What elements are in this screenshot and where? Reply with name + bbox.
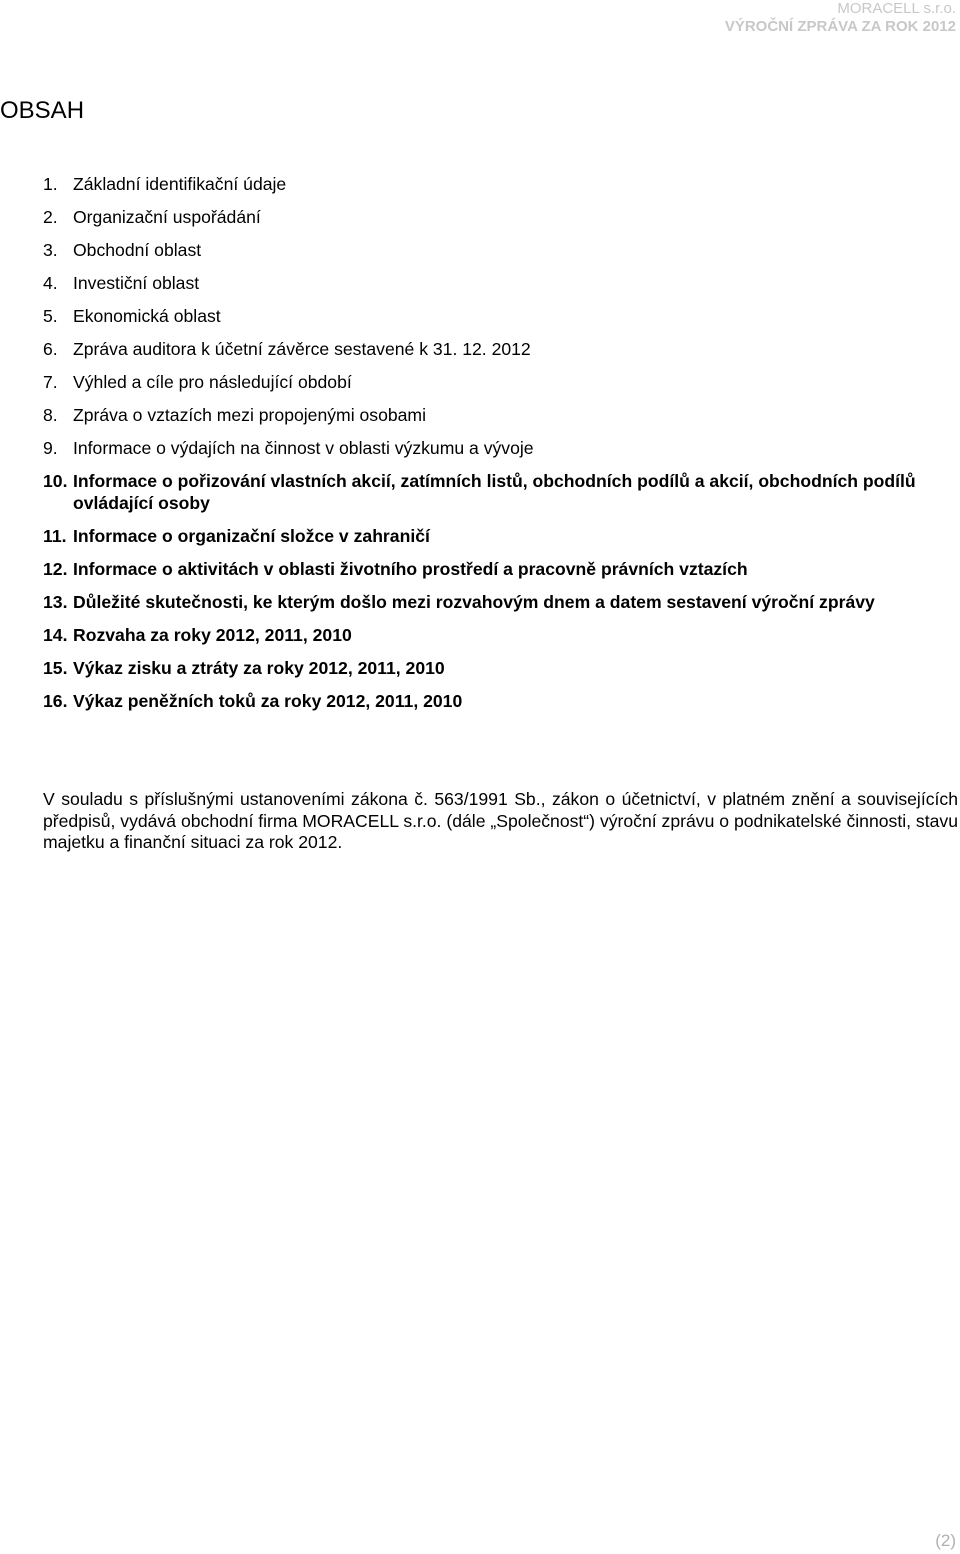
toc-item-number: 14. — [43, 625, 68, 645]
toc-item-label: Obchodní oblast — [73, 240, 202, 260]
toc-item-12 — [43, 558, 958, 580]
header-company: MORACELL s.r.o. — [837, 0, 956, 17]
toc-item-label: Informace o výdajích na činnost v oblasti výzkumu a vývoje — [73, 438, 534, 458]
toc-item-label: Výkaz peněžních toků za roky 2012, 2011, 2010 — [73, 691, 463, 711]
toc-item-number: 12. — [43, 559, 68, 579]
toc-item-number: 2. — [43, 207, 58, 227]
toc-item-number: 13. — [43, 592, 68, 612]
toc-item-8 — [43, 404, 958, 426]
toc-item-number: 8. — [43, 405, 58, 425]
intro-paragraph: V souladu s příslušnými ustanoveními zákona č. 563/1991 Sb., zákon o účetnictví, v platném znění a souvisejících předpisů, vydává obchodní firma MORACELL s.r.o. (dále „Společnost“) výroční zprávu o podnikatelské činnosti, stavu majetku a finanční situaci za rok 2012. — [43, 789, 958, 852]
toc-item-number: 7. — [43, 372, 58, 392]
toc-item-16 — [43, 690, 958, 712]
toc-item-6 — [43, 338, 958, 360]
toc-item-label: Základní identifikační údaje — [73, 174, 287, 194]
toc-item-label: Výkaz zisku a ztráty za roky 2012, 2011, 2010 — [73, 658, 445, 678]
toc-item-number: 10. — [43, 471, 68, 491]
toc-item-4 — [43, 272, 958, 294]
toc-item-2 — [43, 206, 958, 228]
toc-item-label: Důležité skutečnosti, ke kterým došlo mezi rozvahovým dnem a datem sestavení výroční zprávy — [73, 592, 875, 612]
toc-item-number: 1. — [43, 174, 58, 194]
toc-item-14 — [43, 624, 958, 646]
toc-item-label: Zpráva o vztazích mezi propojenými osobami — [73, 405, 427, 425]
toc-item-15 — [43, 657, 958, 679]
toc-item-label: Investiční oblast — [73, 273, 200, 293]
toc-item-number: 3. — [43, 240, 58, 260]
page-number: (2) — [935, 1531, 956, 1550]
toc-item-label: Informace o pořizování vlastních akcií, zatímních listů, obchodních podílů a akcií, obchodních podílů ovládající osoby — [73, 471, 916, 513]
toc-item-number: 16. — [43, 691, 68, 711]
page-header — [725, 0, 956, 36]
toc-item-label: Informace o organizační složce v zahraničí — [73, 526, 430, 546]
toc-item-11 — [43, 525, 958, 547]
toc-item-number: 4. — [43, 273, 58, 293]
toc-item-3 — [43, 239, 958, 261]
toc-item-number: 11. — [43, 526, 67, 546]
page-title: OBSAH — [0, 97, 85, 124]
toc-item-number: 9. — [43, 438, 58, 458]
toc-item-number: 6. — [43, 339, 58, 359]
toc-item-10 — [43, 470, 958, 514]
toc-item-label: Organizační uspořádání — [73, 207, 261, 227]
toc-item-number: 5. — [43, 306, 58, 326]
toc-item-13 — [43, 591, 958, 613]
toc-item-number: 15. — [43, 658, 68, 678]
toc-item-label: Zpráva auditora k účetní závěrce sestavené k 31. 12. 2012 — [73, 339, 531, 359]
toc-item-7 — [43, 371, 958, 393]
toc-item-5 — [43, 305, 958, 327]
toc-item-label: Rozvaha za roky 2012, 2011, 2010 — [73, 625, 352, 645]
toc-item-label: Informace o aktivitách v oblasti životního prostředí a pracovně právních vztazích — [73, 559, 748, 579]
toc-item-label: Výhled a cíle pro následující období — [73, 372, 352, 392]
toc-item-label: Ekonomická oblast — [73, 306, 221, 326]
toc-item-1 — [43, 173, 958, 195]
toc-item-9 — [43, 437, 958, 459]
header-report-title: VÝROČNÍ ZPRÁVA ZA ROK 2012 — [724, 18, 956, 35]
table-of-contents — [43, 173, 958, 723]
